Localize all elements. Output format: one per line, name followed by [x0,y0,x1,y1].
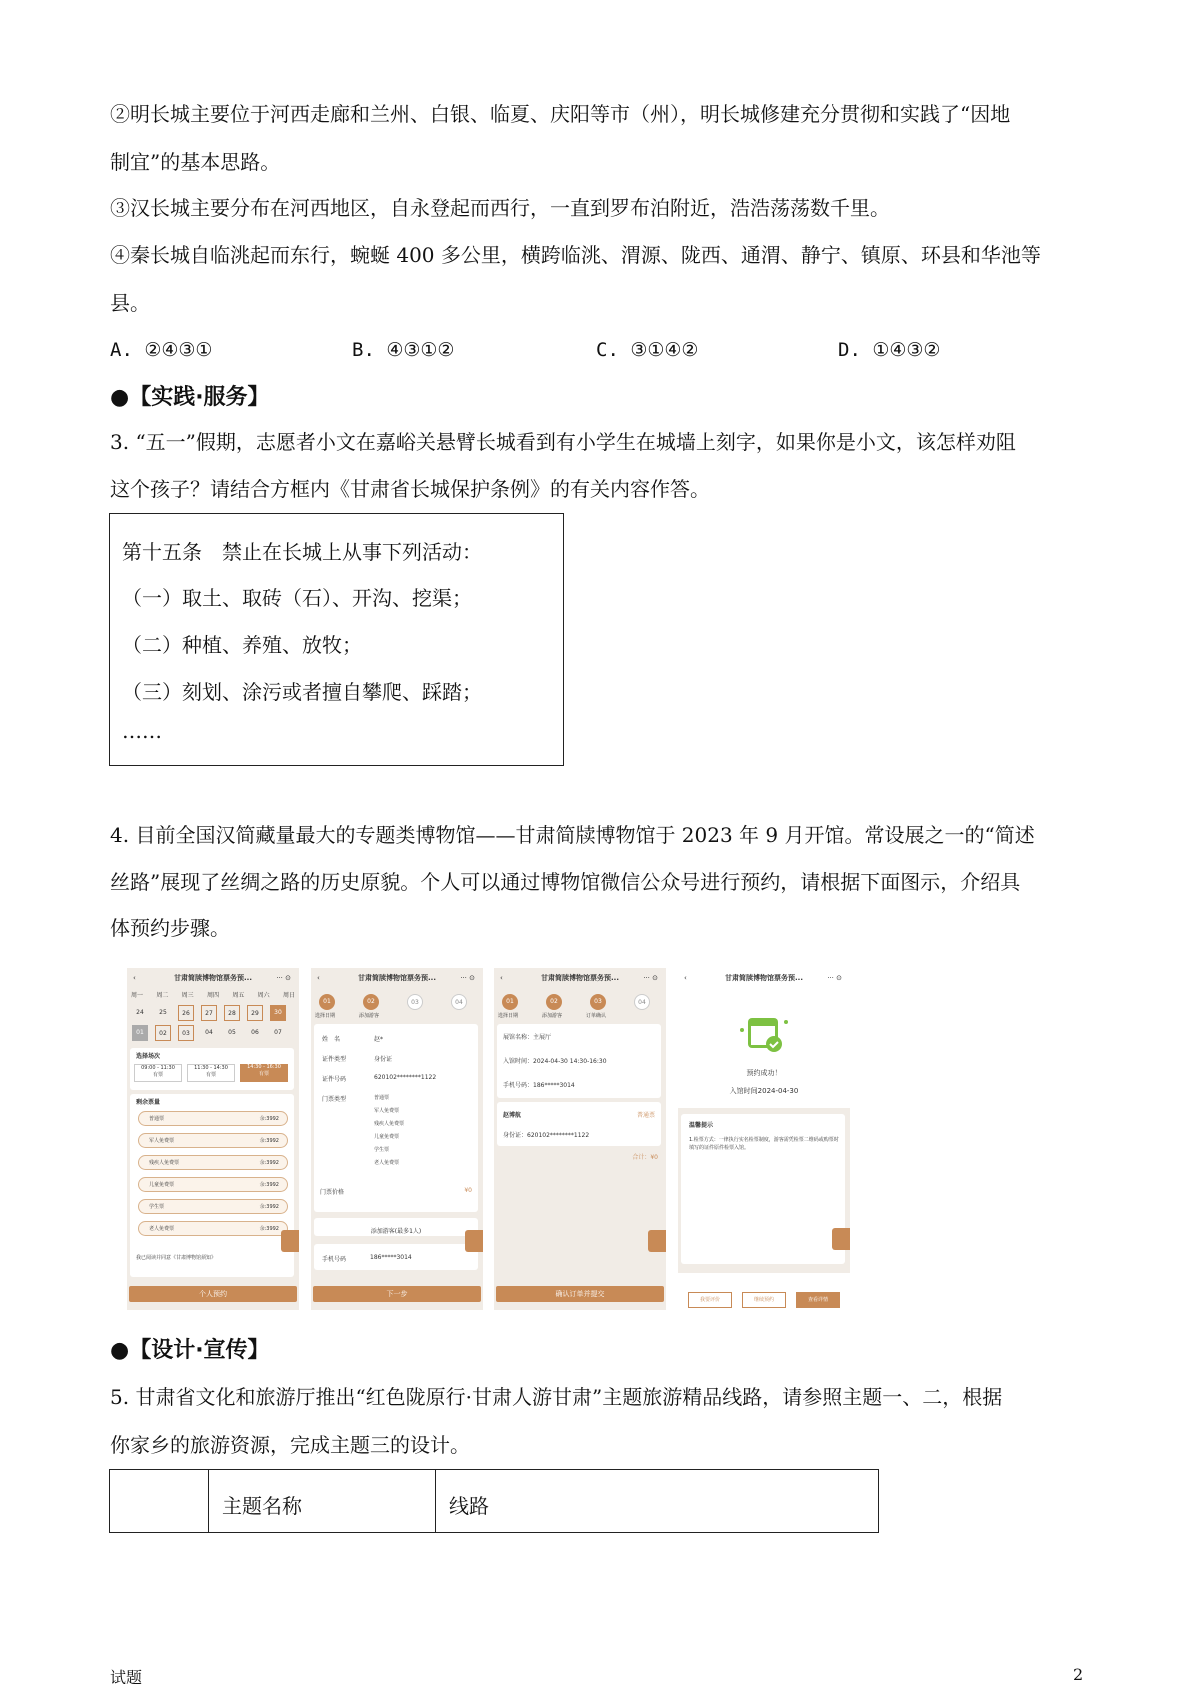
q2-line4: ④秦长城自临洮起而东行，蜿蜒 400 多公里，横跨临洮、渭源、陇西、通渭、静宁、镇原、环县和华池等 [110,243,1041,267]
footer-left: 试题 [110,1668,143,1684]
phone-screen-success: ‹ 甘肃简牍博物馆票务预... ··· ⊙ 预约成功！ 入馆时间2024-04-30 温馨提示 1.检票方式：一律执行实名检票制度，游客需凭检票二维码或购票时填写的证件原件检票入馆。 我要评价 继续预约 查看详情 [678,968,850,1320]
stock-label: 剩余票量 [136,1099,161,1106]
q2-line5: 县。 [110,291,150,315]
date-cell[interactable]: 07 [274,1029,282,1036]
ticket-row: 普通票 余:3992 [138,1111,288,1126]
phone-title: 甘肃简牍博物馆票务预... [358,974,436,982]
phone-screen-add-visitor: ‹ 甘肃简牍博物馆票务预... ··· ⊙ 01 02 03 04 选择日期 添加游客 姓 名 赵* 证件类型 身份证 证件号码 620102********1122 门票类型 普通票 军人免费票 残疾人免费票 儿童免费票 学生票 老人免费票 门票价格 ¥0 添加游客(最多1人) 手机号码 186*****3014 下一步 [311,968,483,1310]
q2-line1: ②明长城主要位于河西走廊和兰州、白银、临夏、庆阳等市（州），明长城修建充分贯彻和实践了“因地 [110,102,1011,126]
ticket-row: 军人免费票 余:3992 [138,1133,288,1148]
step-label: 选择日期 [498,1013,519,1019]
ticket-type-option[interactable]: 老人免费票 [374,1160,400,1166]
date-cell[interactable]: 06 [251,1029,259,1036]
confirm-submit-button[interactable]: 确认订单并提交 [496,1286,664,1302]
visitor-name: 赵博航 [503,1112,522,1119]
date-cell[interactable]: 24 [136,1009,144,1016]
regulation-line: （一）取土、取砖（石）、开沟、挖渠； [122,586,472,610]
option-d: D. ①④③② [838,339,941,361]
visitor-form [314,1024,478,1212]
step-label: 选择日期 [315,1013,336,1019]
step-dot: 03 [590,994,606,1010]
q2-line3: ③汉长城主要分布在河西地区，自永登起而西行，一直到罗布泊附近，浩浩荡荡数千里。 [110,196,890,220]
date-cell[interactable]: 03 [178,1025,194,1041]
date-cell[interactable]: 29 [247,1005,263,1021]
theme-table [109,1469,879,1533]
visit-time-text: 入馆时间：2024-04-30 14:30-16:30 [503,1058,607,1065]
step-dot: 03 [407,994,423,1010]
phone-title: 甘肃简牍博物馆票务预... [541,974,619,982]
option-a: A. ②④③① [110,339,213,361]
ticket-row: 残疾人免费票 余:3992 [138,1155,288,1170]
ticket-type-option[interactable]: 军人免费票 [374,1108,400,1114]
phone-value: 186*****3014 [370,1254,412,1261]
tip-area [678,1108,850,1273]
phone-text: 手机号码：186*****3014 [503,1082,575,1089]
date-cell[interactable]: 27 [201,1005,217,1021]
weekday: 周五 [232,992,245,999]
q5-line1: 5. 甘肃省文化和旅游厅推出“红色陇原行·甘肃人游甘肃”主题旅游精品线路，请参照主题一、二，根据 [110,1385,1003,1409]
form-label: 门票类型 [322,1096,347,1103]
visitor-id: 身份证：620102********1122 [503,1132,590,1139]
floating-tab[interactable] [648,1230,666,1252]
view-details-button[interactable]: 查看详情 [796,1292,840,1308]
date-cell[interactable]: 05 [228,1029,236,1036]
floating-tab[interactable] [832,1228,850,1250]
date-cell[interactable]: 26 [178,1005,194,1021]
step-dot: 01 [319,994,335,1010]
weekday: 周一 [131,992,144,999]
phone-field[interactable] [314,1244,478,1270]
page-number: 2 [1073,1665,1084,1684]
form-value[interactable]: 赵* [374,1036,384,1043]
q3-line2: 这个孩子？请结合方框内《甘肃省长城保护条例》的有关内容作答。 [110,477,710,501]
weekday: 周三 [181,992,194,999]
weekday: 周六 [257,992,270,999]
phone-title: 甘肃简牍博物馆票务预... [725,974,803,982]
section-practice-heading: ●【实践·服务】 [110,385,270,410]
option-b: B. ④③①② [352,339,455,361]
date-cell[interactable]: 28 [224,1005,240,1021]
order-info-card [497,1024,661,1098]
form-label: 证件类型 [322,1056,347,1063]
ticket-row: 学生票 余:3992 [138,1199,288,1214]
ticket-type-option[interactable]: 学生票 [374,1147,390,1153]
q2-line2: 制宜”的基本思路。 [110,150,281,174]
q4-line2: 丝路”展现了丝绸之路的历史原貌。个人可以通过博物馆微信公众号进行预约，请根据下面图示，介绍具 [110,870,1021,894]
tip-card [681,1114,845,1264]
section-design-heading: ●【设计·宣传】 [110,1338,270,1363]
tip-title: 温馨提示 [689,1122,714,1129]
phone-label: 手机号码 [322,1256,347,1263]
session-label: 选择场次 [136,1053,161,1060]
step-label: 添加游客 [542,1013,563,1019]
step-dot: 04 [451,994,467,1010]
continue-booking-button[interactable]: 继续预约 [742,1292,786,1308]
ticket-stock-card [130,1094,294,1277]
phone-screen-date-select: ‹ 甘肃简牍博物馆票务预... ··· ⊙ 周一 周二 周三 周四 周五 周六 周日 24 25 26 27 28 29 30 01 02 03 04 05 06 07 选择场次 09:00 - 11:30 有票 11:30 - 14:30 有票 14:30 - 16:30 有票 剩余票量 普通票 余:3992 军人免费票 余:3992 残疾人免费票 余:3992 儿童免费票 余:3992 学生票 余:3992 老人免费票 余:3992 我已阅读并同意《甘肃博物馆须知》 个人预约 [127,968,299,1310]
personal-booking-button[interactable]: 个人预约 [129,1286,297,1302]
calendar-check-icon [736,1010,792,1056]
form-label: 姓 名 [322,1036,341,1043]
q5-line2: 你家乡的旅游资源，完成主题三的设计。 [110,1433,470,1457]
step-label: 添加游客 [359,1013,380,1019]
price-label: 门票价格 [320,1189,345,1196]
form-value[interactable]: 620102********1122 [374,1074,437,1081]
venue-text: 展馆名称：主展厅 [503,1034,552,1041]
regulation-line: （三）刻划、涂污或者擅自攀爬、踩踏； [122,680,482,704]
ticket-row: 儿童免费票 余:3992 [138,1177,288,1192]
weekday: 周日 [282,992,295,999]
phone-title: 甘肃简牍博物馆票务预... [174,974,252,982]
session-option-selected[interactable]: 14:30 - 16:30 有票 [240,1064,288,1082]
date-cell[interactable]: 01 [132,1025,148,1041]
form-label: 证件号码 [322,1076,347,1083]
agree-text[interactable]: 我已阅读并同意《甘肃博物馆须知》 [136,1255,217,1261]
session-card [130,1048,294,1090]
regulation-line: …… [122,719,162,743]
date-cell[interactable]: 04 [205,1029,213,1036]
success-text: 预约成功！ [746,1069,782,1077]
rate-button[interactable]: 我要评价 [688,1292,732,1308]
ticket-type-option[interactable]: 儿童免费票 [374,1134,400,1140]
total-text: 合计：¥0 [632,1154,658,1161]
step-label: 订单确认 [586,1013,607,1019]
visitor-card [497,1102,661,1146]
q4-line1: 4. 目前全国汉简藏量最大的专题类博物馆——甘肃简牍博物馆于 2023 年 9 月开馆。常设展之一的“简述 [110,823,1035,847]
phone-screen-order-confirm: ‹ 甘肃简牍博物馆票务预... ··· ⊙ 01 02 03 04 选择日期 添加游客 订单确认 展馆名称：主展厅 入馆时间：2024-04-30 14:30-16:30 手机号码：186*****3014 赵博航 普通票 身份证：620102********1122 合计：¥0 确认订单并提交 [494,968,666,1310]
q3-line1: 3. “五一”假期，志愿者小文在嘉峪关悬臂长城看到有小学生在城墙上刻字，如果你是小文，该怎样劝阻 [110,430,1016,454]
date-cell[interactable]: 02 [155,1025,171,1041]
visitor-ticket-type: 普通票 [636,1112,655,1119]
floating-tab[interactable] [281,1230,299,1252]
price-value: ¥0 [464,1187,472,1194]
session-option[interactable]: 11:30 - 14:30 有票 [187,1064,235,1082]
session-option[interactable]: 09:00 - 11:30 有票 [134,1064,182,1082]
visit-date-text: 入馆时间2024-04-30 [729,1087,799,1095]
option-c: C. ③①④② [596,339,699,361]
tip-body: 1.检票方式：一律执行实名检票制度，游客需凭检票二维码或购票时填写的证件原件检票入馆。 [689,1137,839,1151]
regulation-line: （二）种植、养殖、放牧； [122,633,362,657]
ticket-type-option[interactable]: 残疾人免费票 [374,1121,405,1127]
step-dot: 01 [502,994,518,1010]
weekday: 周二 [156,992,169,999]
next-button[interactable]: 下一步 [313,1286,481,1302]
regulation-line: 第十五条 禁止在长城上从事下列活动： [122,540,482,564]
add-visitor-button[interactable]: 添加游客(最多1人) [314,1218,478,1236]
date-cell-selected[interactable]: 30 [270,1005,286,1021]
weekday: 周四 [206,992,219,999]
floating-tab[interactable] [465,1230,483,1252]
form-value[interactable]: 身份证 [374,1056,393,1063]
table-header-theme-name: 主题名称 [222,1494,302,1518]
regulation-box [109,513,564,766]
step-dot: 04 [634,994,650,1010]
date-cell[interactable]: 25 [159,1009,167,1016]
table-header-route: 线路 [449,1494,489,1518]
ticket-type-option[interactable]: 普通票 [374,1095,390,1101]
step-dot: 02 [546,994,562,1010]
q4-line3: 体预约步骤。 [110,916,230,940]
step-dot: 02 [363,994,379,1010]
ticket-row: 老人免费票 余:3992 [138,1221,288,1236]
